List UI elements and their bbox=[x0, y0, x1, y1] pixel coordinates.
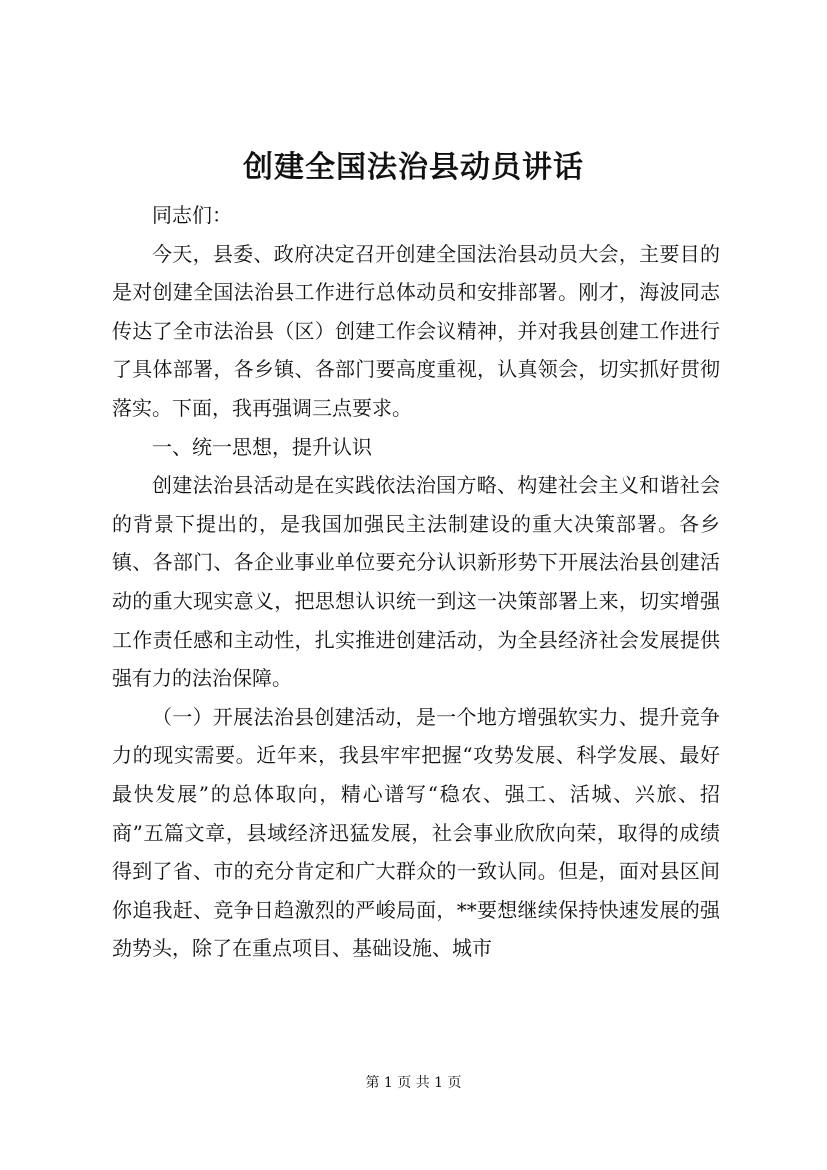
document-title: 创建全国法治县动员讲话 bbox=[243, 150, 584, 185]
section-paragraph: 创建法治县活动是在实践依法治国方略、构建社会主义和谐社会的背景下提出的，是我国加强民主法制建设的重大决策部署。各乡镇、各部门、各企业事业单位要充分认识新形势下开展法治县创建活动的重大现实意义，把思想认识统一到这一决策部署上来，切实增强工作责任感和主动性，扎实推进创建活动，为全县经济社会发展提供强有力的法治保障。 bbox=[112, 473, 720, 691]
page-number-footer: 第 1 页 共 1 页 bbox=[365, 1075, 462, 1091]
subsection-paragraph: （一）开展法治县创建活动，是一个地方增强软实力、提升竞争力的现实需要。近年来，我县牢牢把握“攻势发展、科学发展、最好最快发展”的总体取向，精心谱写“稳农、强工、活城、兴旅、招商”五篇文章，县域经济迅猛发展，社会事业欣欣向荣，取得的成绩得到了省、市的充分肯定和广大群众的一致认同。但是，面对县区间你追我赶、竞争日趋激烈的严峻局面，**要想继续保持快速发展的强劲势头，除了在重点项目、基础设施、城市 bbox=[112, 704, 720, 961]
intro-paragraph: 今天，县委、政府决定召开创建全国法治县动员大会，主要目的是对创建全国法治县工作进行总体动员和安排部署。刚才，海波同志传达了全市法治县（区）创建工作会议精神，并对我县创建工作进行了具体部署，各乡镇、各部门要高度重视，认真领会，切实抓好贯彻落实。下面，我再强调三点要求。 bbox=[112, 241, 720, 420]
document-body bbox=[112, 196, 720, 968]
greeting-paragraph: 同志们： bbox=[152, 203, 232, 227]
section-heading: 一、统一思想，提升认识 bbox=[152, 434, 372, 459]
